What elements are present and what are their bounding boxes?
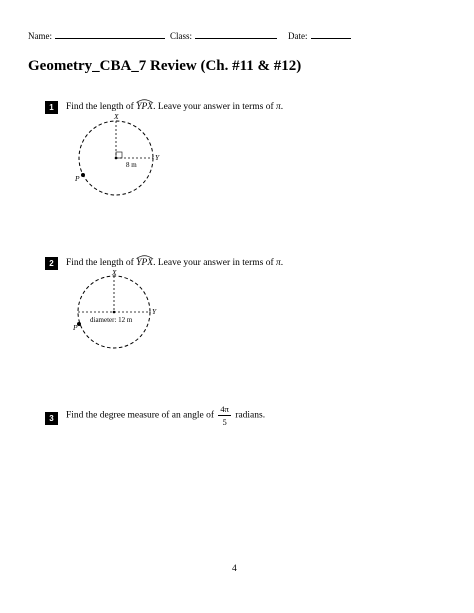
q1-arc-label: YPX xyxy=(136,102,153,112)
q3-fraction-denominator: 5 xyxy=(222,416,227,427)
q3-prefix: Find the degree measure of an angle of xyxy=(66,410,214,421)
arc-symbol-icon xyxy=(136,98,153,103)
question-1-text: Find the length of YPX. Leave your answer in terms of π. xyxy=(66,102,283,112)
q3-fraction xyxy=(218,405,231,426)
date-field-group xyxy=(288,30,351,41)
q1-suffix: . Leave your answer in terms of xyxy=(153,102,274,112)
date-blank[interactable] xyxy=(311,30,351,39)
q2-suffix: . Leave your answer in terms of xyxy=(153,258,274,268)
name-field-group xyxy=(28,30,165,41)
question-2-circle-diagram xyxy=(68,268,168,358)
q3-fraction-numerator: 4π xyxy=(220,404,229,414)
q2-measure-label: diameter: 12 m xyxy=(90,316,133,324)
question-number-1: 1 xyxy=(45,101,58,114)
q1-label-p: P xyxy=(75,174,80,183)
question-number-2: 2 xyxy=(45,257,58,270)
q1-prefix: Find the length of xyxy=(66,102,134,112)
q3-suffix: radians. xyxy=(235,410,266,421)
q2-prefix: Find the length of xyxy=(66,258,134,268)
name-label: Name: xyxy=(28,31,52,41)
question-number-3: 3 xyxy=(45,412,58,425)
q1-pi: π xyxy=(276,102,281,112)
q1-label-x: X xyxy=(114,112,119,121)
q1-label-y: Y xyxy=(155,153,160,162)
class-field-group xyxy=(170,30,277,41)
q2-label-y: Y xyxy=(152,307,157,316)
question-3-text xyxy=(66,405,265,426)
class-label: Class: xyxy=(170,31,193,41)
name-blank[interactable] xyxy=(55,30,165,39)
arc-symbol-icon xyxy=(136,254,153,259)
date-label: Date: xyxy=(288,31,308,41)
question-1-circle-diagram xyxy=(68,112,168,207)
question-2-text: Find the length of YPX. Leave your answer in terms of π. xyxy=(66,258,283,268)
q2-pi: π xyxy=(276,258,281,268)
page-number: 4 xyxy=(232,564,237,574)
q2-label-x: X xyxy=(112,268,117,277)
q1-measure-label: 8 m xyxy=(126,161,137,169)
page-title: Geometry_CBA_7 Review (Ch. #11 & #12) xyxy=(28,58,302,74)
q2-label-p: P xyxy=(73,323,78,332)
class-blank[interactable] xyxy=(195,30,277,39)
q2-arc-label: YPX xyxy=(136,258,153,268)
